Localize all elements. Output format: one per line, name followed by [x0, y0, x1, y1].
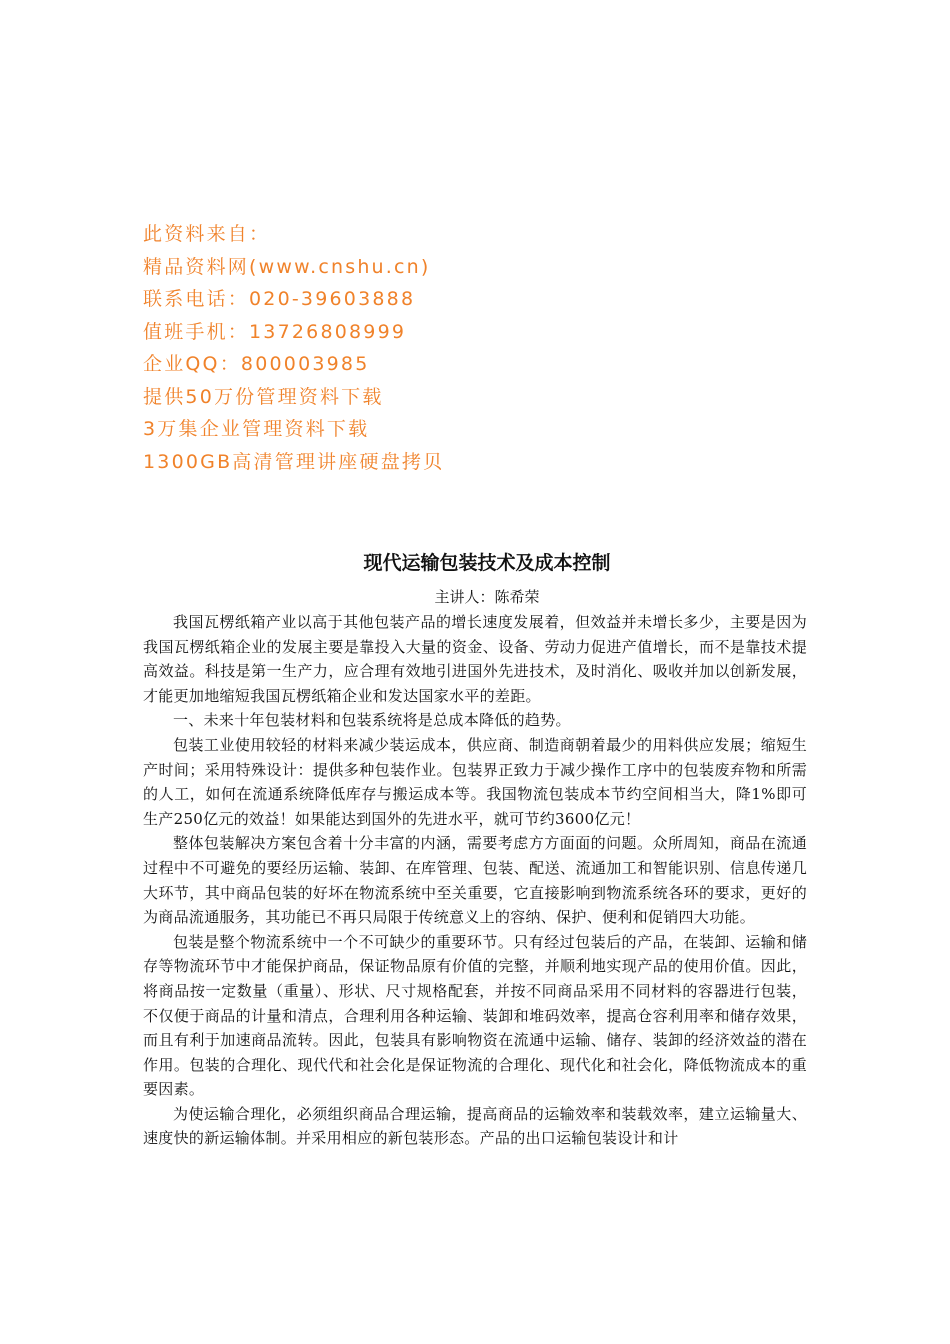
- duty-mobile: 值班手机：13726808999: [143, 320, 407, 343]
- company-qq: 企业QQ：800003985: [143, 353, 370, 375]
- section-heading-1: 一、未来十年包装材料和包装系统将是总成本降低的趋势。: [173, 711, 571, 730]
- document-author: 主讲人：陈希荣: [434, 588, 540, 606]
- source-intro: 此资料来自：: [143, 223, 271, 245]
- paragraph-intro: 我国瓦楞纸箱产业以高于其他包装产品的增长速度发展着，但效益并未增长多少，主要是因为我国瓦楞纸箱企业的发展主要是靠投入大量的资金、设备、劳动力促进产值增长，而不是靠技术提高效益。科技是第一生产力，应合理有效地引进国外先进技术，及时消化、吸收并加以创新发展，才能更加地缩短我国瓦楞纸箱企业和发达国家水平的差距。: [143, 613, 807, 705]
- document-body: [143, 546, 807, 1151]
- paragraph-solution: 整体包装解决方案包含着十分丰富的内涵，需要考虑方方面面的问题。众所周知，商品在流通过程中不可避免的要经历运输、装卸、在库管理、包装、配送、流通加工和智能识别、信息传递几大环节，其中商品包装的好坏在物流系统中至关重要，它直接影响到物流系统各环的要求，更好的为商品流通服务，其功能已不再只局限于传统意义上的容纳、保护、便利和促销四大功能。: [143, 834, 807, 927]
- paragraph-materials: 包装工业使用较轻的材料来减少装运成本，供应商、制造商朝着最少的用料供应发展；缩短生产时间；采用特殊设计：提供多种包装作业。包装界正致力于减少操作工序中的包装废弃物和所需的人工，如何在流通系统降低库存与搬运成本等。我国物流包装成本节约空间相当大，降1%即可生产250亿元的效益！如果能达到国外的先进水平，就可节约3600亿元！: [143, 735, 807, 828]
- promo-offer-1: 提供50万份管理资料下载: [143, 385, 384, 408]
- promo-offer-3: 1300GB高清管理讲座硬盘拷贝: [143, 450, 445, 473]
- document-title: 现代运输包装技术及成本控制: [363, 552, 611, 574]
- paragraph-logistics: 包装是整个物流系统中一个不可缺少的重要环节。只有经过包装后的产品，在装卸、运输和储存等物流环节中才能保护商品，保证物品原有价值的完整，并顺利地实现产品的使用价值。因此，将商品按一定数量（重量）、形状、尺寸规格配套，并按不同商品采用不同材料的容器进行包装，不仅便于商品的计量和清点，合理利用各种运输、装卸和堆码效率，提高仓容利用率和储存效果，而且有利于加速商品流转。因此，包装具有影响物资在流通中运输、储存、装卸的经济效益的潜在作用。包装的合理化、现代代和社会化是保证物流的合理化、现代化和社会化，降低物流成本的重要因素。: [143, 932, 807, 1099]
- paragraph-transport: 为使运输合理化，必须组织商品合理运输，提高商品的运输效率和装载效率，建立运输量大、速度快的新运输体制。并采用相应的新包装形态。产品的出口运输包装设计和计: [143, 1104, 807, 1148]
- source-website: 精品资料网(www.cnshu.cn): [143, 255, 431, 278]
- promo-offer-2: 3万集企业管理资料下载: [143, 418, 370, 440]
- contact-phone: 联系电话：020-39603888: [143, 288, 416, 310]
- source-info-block: [143, 218, 663, 478]
